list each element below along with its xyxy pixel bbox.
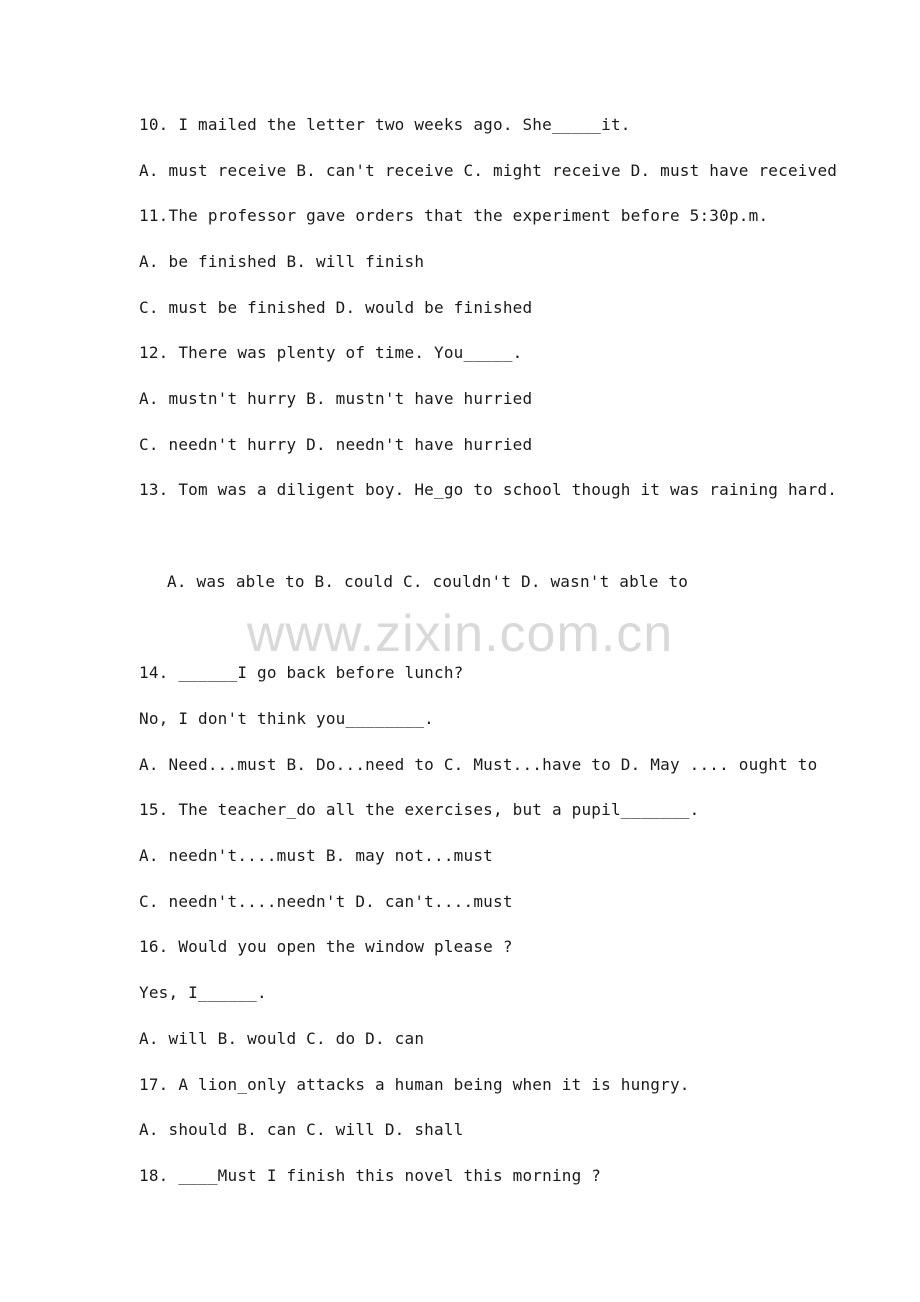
question-15: 15. The teacher_do all the exercises, but a pupil_______. bbox=[139, 800, 700, 819]
question-13: 13. Tom was a diligent boy. He_go to school though it was raining hard. bbox=[139, 480, 838, 499]
question-10-options: A. must receive B. can't receive C. might receive D. must have received bbox=[139, 161, 838, 180]
question-12: 12. There was plenty of time. You_____. bbox=[139, 343, 523, 362]
question-18: 18. ____Must I finish this novel this morning ? bbox=[139, 1166, 602, 1185]
question-14-options: A. Need...must B. Do...need to C. Must...have to D. May .... ought to bbox=[139, 755, 818, 774]
question-11-options-ab: A. be finished B. will finish bbox=[139, 252, 425, 271]
question-17-options: A. should B. can C. will D. shall bbox=[139, 1120, 464, 1139]
question-13-options: A. was able to B. could C. couldn't D. wasn't able to bbox=[167, 572, 689, 591]
question-12-options-ab: A. mustn't hurry B. mustn't have hurried bbox=[139, 389, 533, 408]
question-10: 10. I mailed the letter two weeks ago. She_____it. bbox=[139, 115, 631, 134]
question-16: 16. Would you open the window please ? bbox=[139, 937, 513, 956]
question-17: 17. A lion_only attacks a human being when it is hungry. bbox=[139, 1075, 690, 1094]
question-11: 11.The professor gave orders that the experiment before 5:30p.m. bbox=[139, 206, 769, 225]
question-15-options-ab: A. needn't....must B. may not...must bbox=[139, 846, 493, 865]
question-15-options-cd: C. needn't....needn't D. can't....must bbox=[139, 892, 513, 911]
question-14: 14. ______I go back before lunch? bbox=[139, 663, 464, 682]
question-16-options: A. will B. would C. do D. can bbox=[139, 1029, 425, 1048]
question-14-reply: No, I don't think you________. bbox=[139, 709, 434, 728]
question-11-options-cd: C. must be finished D. would be finished bbox=[139, 298, 533, 317]
question-16-reply: Yes, I______. bbox=[139, 983, 267, 1002]
watermark: www.zixin.com.cn bbox=[246, 605, 674, 663]
question-12-options-cd: C. needn't hurry D. needn't have hurried bbox=[139, 435, 533, 454]
